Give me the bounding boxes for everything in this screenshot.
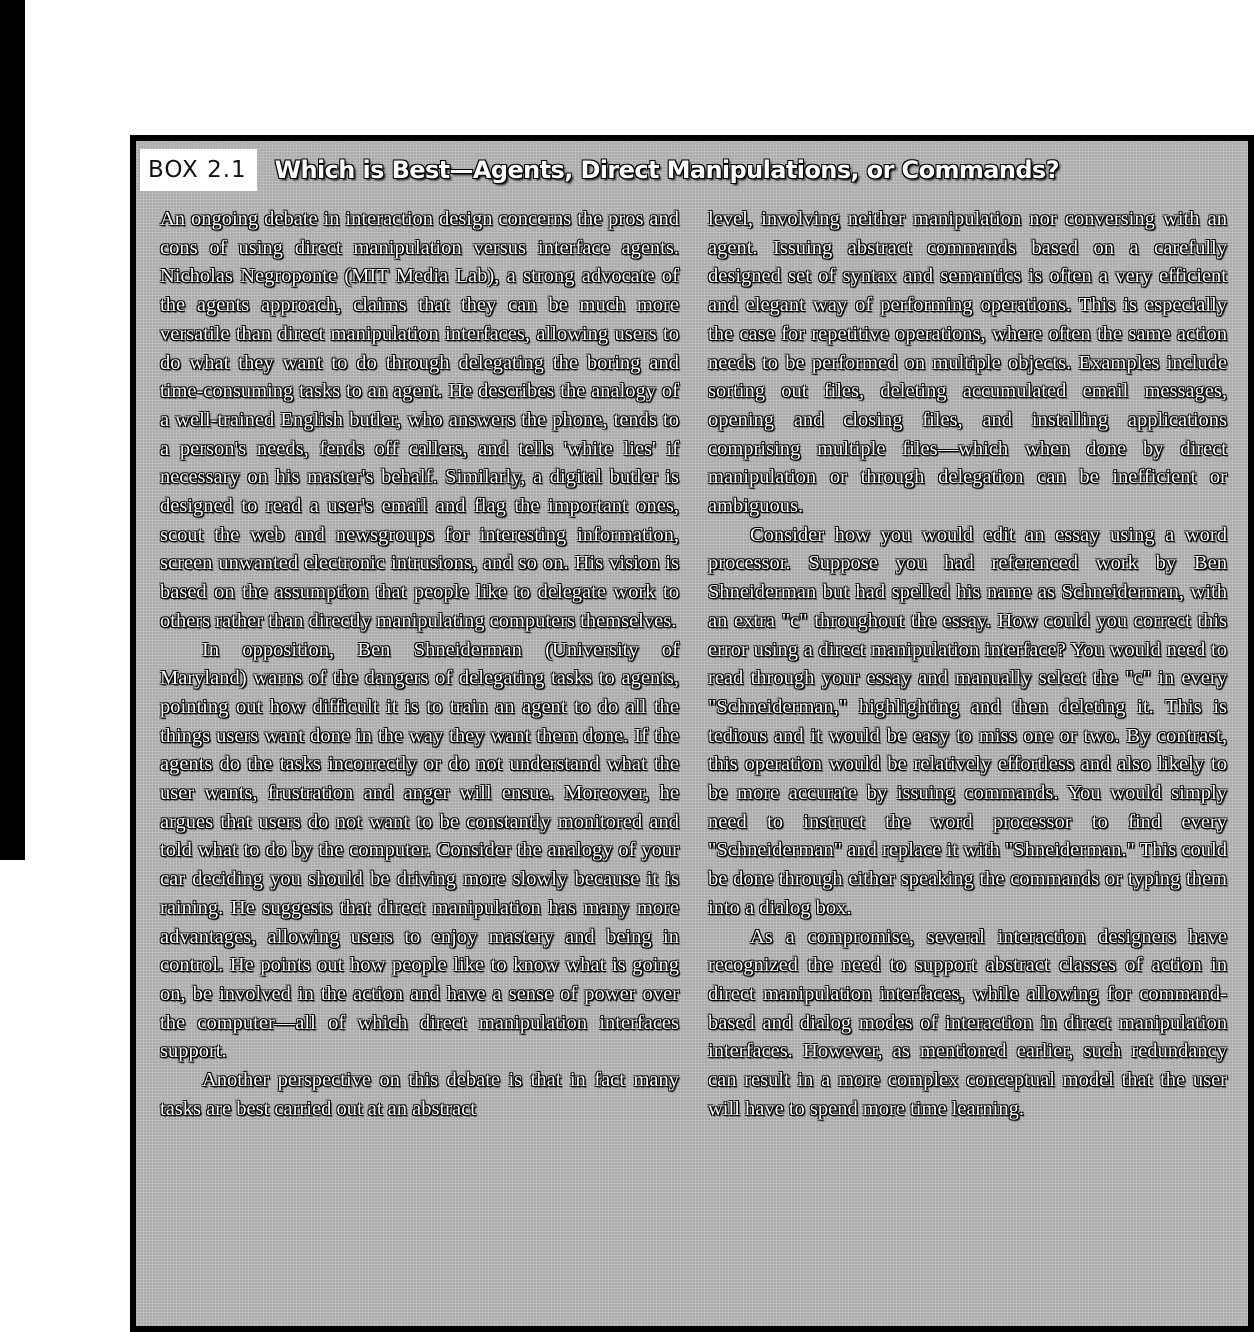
box-title: Which is Best—Agents, Direct Manipulations, or Commands? <box>274 156 1059 184</box>
paragraph: In opposition, Ben Shneiderman (University of Maryland) warns of the dangers of delegating tasks to agents, pointing out how difficult it is to train an agent to do all the things users want done in the way they want them done. If the agents do the tasks incorrectly or do not understand what the user wants, frustration and anger will ensue. Moreover, he argues that users do not want to be constantly monitored and told what to do by the computer. Consider the analogy of your car deciding you should be driving more slowly because it is raining. He suggests that direct manipulation has many more advantages, allowing users to enjoy mastery and being in control. He points out how people like to know what is going on, be involved in the action and have a sense of power over the computer—all of which direct manipulation interfaces support. <box>160 638 679 1063</box>
sidebar-box <box>136 141 1248 1326</box>
right-column <box>708 205 1227 1124</box>
page-binding-edge <box>0 0 25 860</box>
paragraph: Consider how you would edit an essay using a word processor. Suppose you had referenced work by Ben Shneiderman but had spelled his name as Schneiderman, with an extra "c" throughout the essay. How could you correct this error using a direct manipulation interface? You would need to read through your essay and manually select the "c" in every "Schneiderman," highlighting and then deleting it. This is tedious and it would be easy to miss one or two. By contrast, this operation would be relatively effortless and also likely to be more accurate by issuing commands. You would simply need to instruct the word processor to find every "Schneiderman" and replace it with "Shneiderman." This could be done through either speaking the commands or typing them into a dialog box. <box>708 523 1227 919</box>
left-column <box>160 205 679 1124</box>
box-header <box>140 149 1059 191</box>
paragraph: Another perspective on this debate is that in fact many tasks are best carried out at an abstract <box>160 1069 679 1120</box>
paragraph: As a compromise, several interaction designers have recognized the need to support abstract classes of action in direct manipulation interfaces, while allowing for command-based and dialog modes of interaction in direct manipulation interfaces. However, as mentioned earlier, such redundancy can result in a more complex conceptual model that the user will have to spend more time learning. <box>708 925 1227 1120</box>
paragraph: An ongoing debate in interaction design concerns the pros and cons of using direct manipulation versus interface agents. Nicholas Negroponte (MIT Media Lab), a strong advocate of the agents approach, claims that they can be much more versatile than direct manipulation interfaces, allowing users to do what they want to do through delegating the boring and time-consuming tasks to an agent. He describes the analogy of a well-trained English butler, who answers the phone, tends to a person's needs, fends off callers, and tells 'white lies' if necessary on his master's behalf. Similarly, a digital butler is designed to read a user's email and flag the important ones, scout the web and newsgroups for interesting information, screen unwanted electronic intrusions, and so on. His vision is based on the assumption that people like to delegate work to others rather than directly manipulating computers themselves. <box>160 208 679 632</box>
paragraph: level, involving neither manipulation nor conversing with an agent. Issuing abstract commands based on a carefully designed set of syntax and semantics is often a very efficient and elegant way of performing operations. This is especially the case for repetitive operations, where often the same action needs to be performed on multiple objects. Examples include sorting out files, deleting accumulated email messages, opening and closing files, and installing applications comprising multiple files—which when done by direct manipulation or through delegation can be inefficient or ambiguous. <box>708 208 1227 518</box>
box-label: BOX 2.1 <box>140 149 257 191</box>
